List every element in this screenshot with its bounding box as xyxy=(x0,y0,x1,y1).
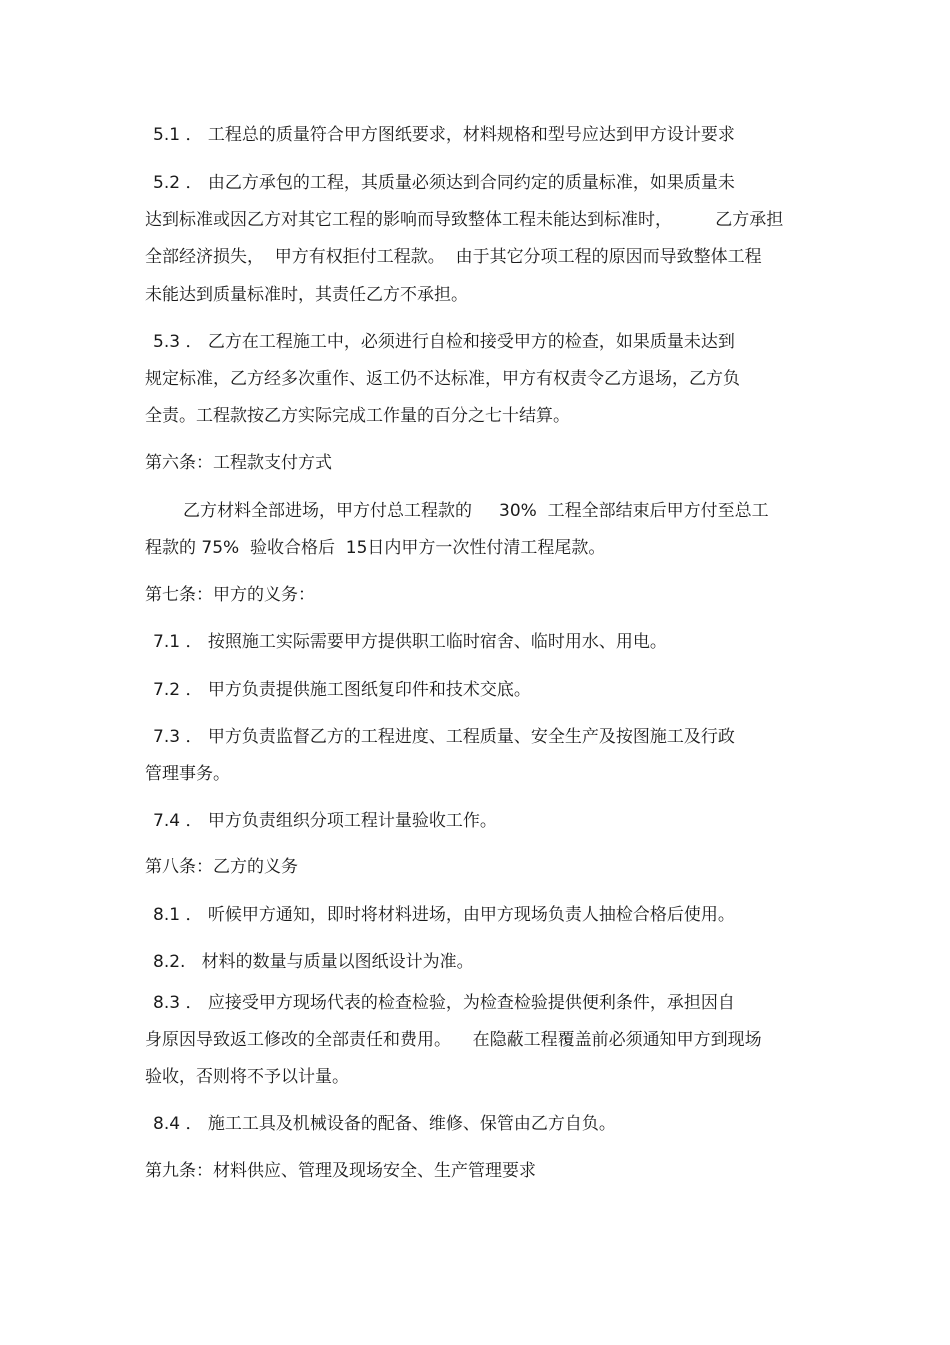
clause-7-2: 7.2 ． 甲方负责提供施工图纸复印件和技术交底。 xyxy=(153,680,531,700)
clause-5-2-cont-2: 全部经济损失， 甲方有权拒付工程款。 由于其它分项工程的原因而导致整体工程 xyxy=(145,247,762,267)
clause-5-2-cont-1: 达到标准或因乙方对其它工程的影响而导致整体工程未能达到标准时， 乙方承担 xyxy=(145,210,784,230)
clause-5-3: 5.3 ． 乙方在工程施工中，必须进行自检和接受甲方的检查，如果质量未达到 xyxy=(153,332,735,352)
clause-8-4: 8.4 ． 施工工具及机械设备的配备、维修、保管由乙方自负。 xyxy=(153,1114,616,1134)
article-6-heading: 第六条：工程款支付方式 xyxy=(145,453,332,473)
clause-8-3-cont-2: 验收，否则将不予以计量。 xyxy=(145,1067,349,1087)
clause-8-2: 8.2. 材料的数量与质量以图纸设计为准。 xyxy=(153,952,474,972)
clause-5-2: 5.2 ． 由乙方承包的工程，其质量必须达到合同约定的质量标准，如果质量未 xyxy=(153,173,735,193)
article-9-heading: 第九条：材料供应、管理及现场安全、生产管理要求 xyxy=(145,1161,536,1181)
article-6-body: 乙方材料全部进场，甲方付总工程款的 30% 工程全部结束后甲方付至总工 xyxy=(183,501,769,521)
clause-5-3-cont-2: 全责。工程款按乙方实际完成工作量的百分之七十结算。 xyxy=(145,406,570,426)
clause-7-1: 7.1 ． 按照施工实际需要甲方提供职工临时宿舍、临时用水、用电。 xyxy=(153,632,667,652)
clause-8-1: 8.1 ． 听候甲方通知，即时将材料进场，由甲方现场负责人抽检合格后使用。 xyxy=(153,905,735,925)
clause-7-3: 7.3 ． 甲方负责监督乙方的工程进度、工程质量、安全生产及按图施工及行政 xyxy=(153,727,735,747)
clause-5-1: 5.1 ． 工程总的质量符合甲方图纸要求，材料规格和型号应达到甲方设计要求 xyxy=(153,125,735,145)
article-8-heading: 第八条：乙方的义务 xyxy=(145,857,298,877)
clause-7-3-cont: 管理事务。 xyxy=(145,764,230,784)
article-6-body-cont: 程款的 75% 验收合格后 15日内甲方一次性付清工程尾款。 xyxy=(145,538,606,558)
clause-7-4: 7.4 ． 甲方负责组织分项工程计量验收工作。 xyxy=(153,811,497,831)
clause-5-2-cont-3: 未能达到质量标准时，其责任乙方不承担。 xyxy=(145,285,468,305)
clause-8-3-cont-1: 身原因导致返工修改的全部责任和费用。 在隐蔽工程覆盖前必须通知甲方到现场 xyxy=(145,1030,762,1050)
clause-8-3: 8.3 ． 应接受甲方现场代表的检查检验，为检查检验提供便利条件，承担因自 xyxy=(153,993,735,1013)
article-7-heading: 第七条：甲方的义务： xyxy=(145,585,315,605)
clause-5-3-cont-1: 规定标准，乙方经多次重作、返工仍不达标准，甲方有权责令乙方退场，乙方负 xyxy=(145,369,740,389)
